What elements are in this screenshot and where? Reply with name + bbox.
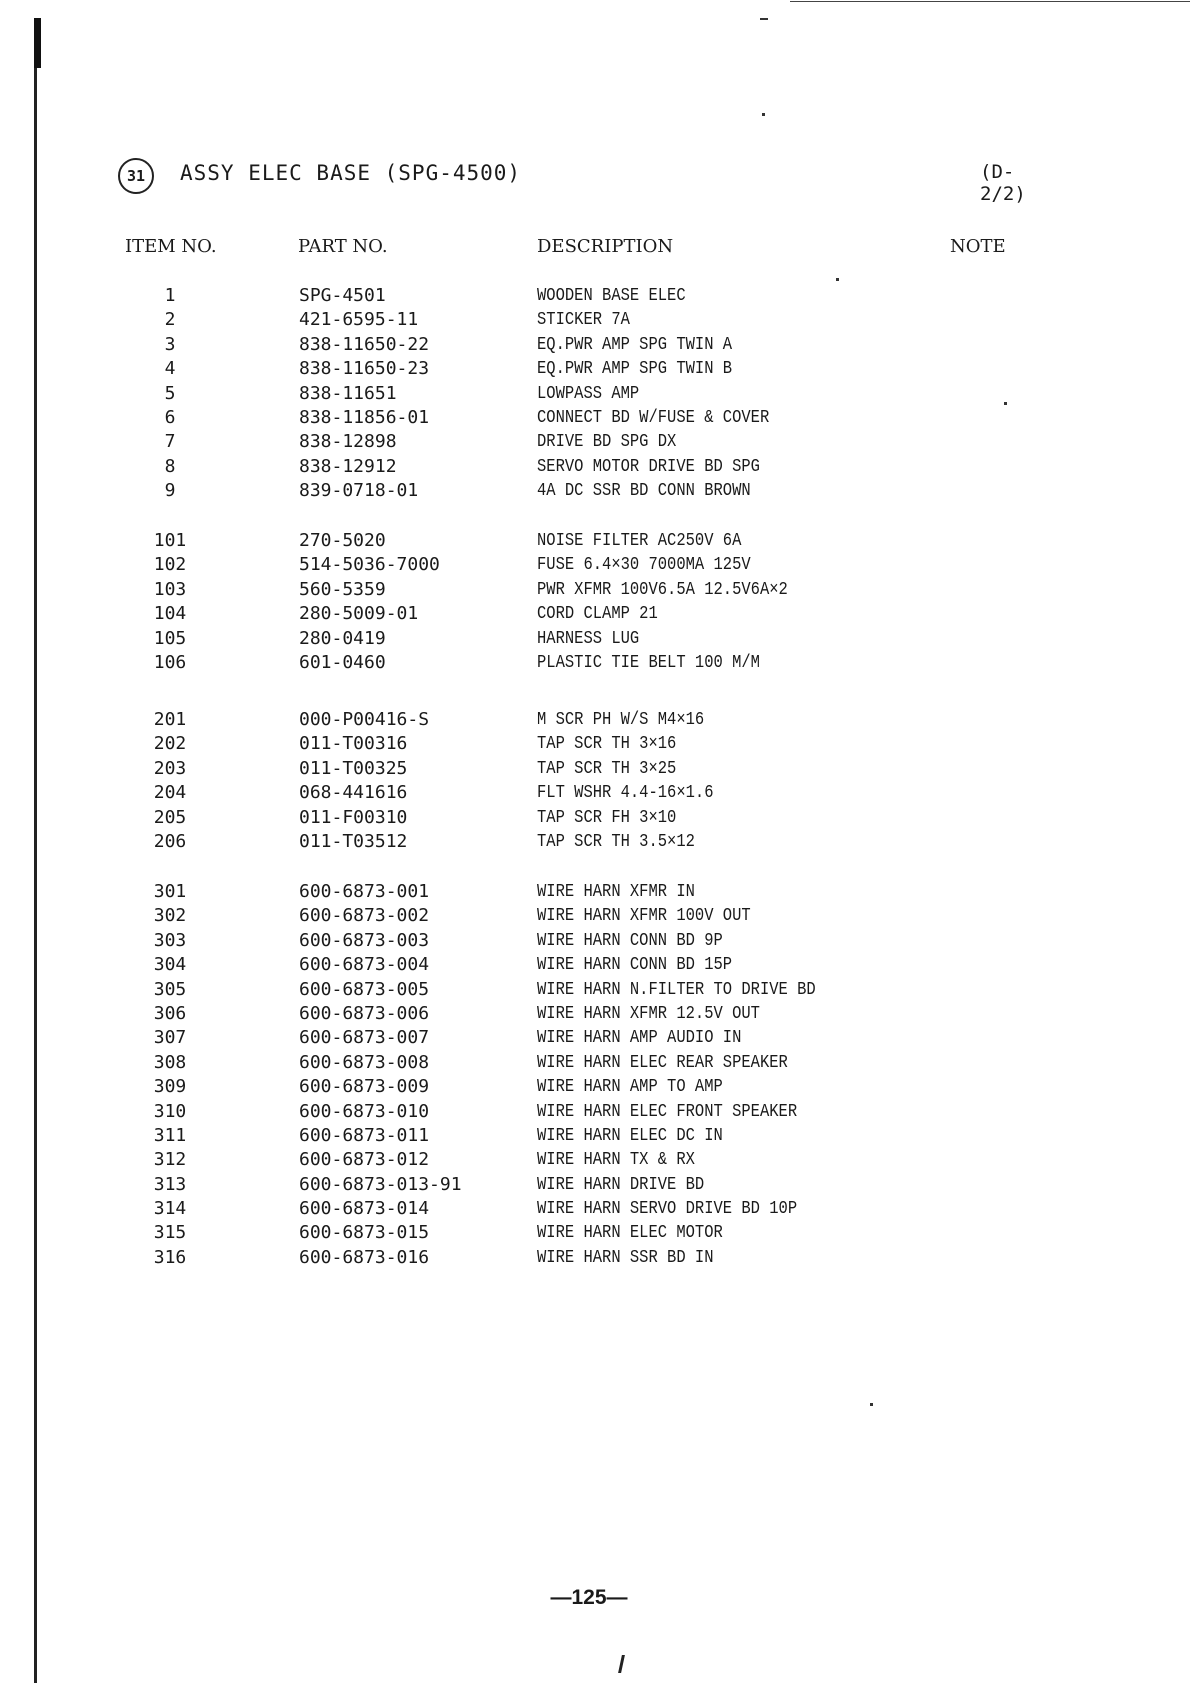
table-row <box>0 1075 1190 1099</box>
description-cell: M SCR PH W/S M4×16 <box>537 710 705 730</box>
table-row <box>0 806 1190 830</box>
description-cell: WIRE HARN AMP TO AMP <box>537 1077 723 1098</box>
scan-speck <box>760 18 768 20</box>
item-no-cell: 316 <box>153 1246 187 1268</box>
table-row <box>0 382 1190 406</box>
description-cell: WIRE HARN TX & RX <box>537 1150 695 1171</box>
description-cell: WIRE HARN ELEC FRONT SPEAKER <box>537 1101 798 1122</box>
description-cell: CORD CLAMP 21 <box>537 604 658 625</box>
part-no-cell: 600-6873-002 <box>299 905 430 927</box>
part-no-cell: 600-6873-016 <box>299 1246 430 1268</box>
table-row <box>0 479 1190 503</box>
item-no-cell: 201 <box>153 709 187 730</box>
part-no-cell: 600-6873-004 <box>299 954 430 976</box>
table-row <box>0 1026 1190 1050</box>
description-cell: FUSE 6.4×30 7000MA 125V <box>537 555 751 576</box>
description-cell: DRIVE BD SPG DX <box>537 432 677 453</box>
part-no-cell: SPG-4501 <box>299 285 386 306</box>
scan-speck <box>870 1403 873 1406</box>
description-cell: TAP SCR TH 3×25 <box>537 758 677 779</box>
description-cell: WIRE HARN ELEC MOTOR <box>537 1223 723 1244</box>
part-no-cell: 600-6873-014 <box>299 1198 430 1220</box>
part-no-cell: 280-5009-01 <box>299 603 419 625</box>
item-no-cell: 7 <box>164 431 176 453</box>
table-row <box>0 732 1190 756</box>
description-cell: WIRE HARN N.FILTER TO DRIVE BD <box>537 979 816 1000</box>
item-no-cell: 311 <box>153 1124 187 1146</box>
column-header-note: NOTE <box>950 236 1006 257</box>
item-no-cell: 203 <box>153 757 187 779</box>
table-row <box>0 602 1190 626</box>
description-cell: WIRE HARN ELEC DC IN <box>537 1125 723 1146</box>
part-no-cell: 838-11650-23 <box>299 358 430 380</box>
part-no-cell: 000-P00416-S <box>299 709 430 730</box>
table-row <box>0 1246 1190 1270</box>
table-row <box>0 406 1190 430</box>
description-cell: TAP SCR TH 3×16 <box>537 734 677 755</box>
table-row <box>0 357 1190 381</box>
part-no-cell: 838-12898 <box>299 431 397 453</box>
part-no-cell: 514-5036-7000 <box>299 554 440 576</box>
part-no-cell: 600-6873-003 <box>299 929 430 951</box>
item-no-cell: 309 <box>153 1076 187 1098</box>
scan-pen-mark <box>618 1655 625 1673</box>
item-no-cell: 2 <box>164 309 176 331</box>
table-row <box>0 1124 1190 1148</box>
part-no-cell: 068-441616 <box>299 782 408 804</box>
part-no-cell: 600-6873-011 <box>299 1124 430 1146</box>
table-row <box>0 781 1190 805</box>
table-row <box>0 553 1190 577</box>
table-row <box>0 578 1190 602</box>
description-cell: WIRE HARN XFMR 12.5V OUT <box>537 1003 760 1024</box>
description-cell: HARNESS LUG <box>537 628 640 649</box>
description-cell: WIRE HARN CONN BD 15P <box>537 955 733 976</box>
table-row <box>0 978 1190 1002</box>
description-cell: TAP SCR FH 3×10 <box>537 807 677 828</box>
table-row <box>0 904 1190 928</box>
description-cell: PWR XFMR 100V6.5A 12.5V6A×2 <box>537 579 788 600</box>
part-no-cell: 011-T00316 <box>299 733 408 755</box>
parts-group <box>0 880 1190 1270</box>
table-row <box>0 830 1190 854</box>
item-no-cell: 303 <box>153 929 187 951</box>
table-row <box>0 627 1190 651</box>
part-no-cell: 600-6873-013-91 <box>299 1173 462 1195</box>
description-cell: WIRE HARN XFMR IN <box>537 882 695 902</box>
page-number <box>0 1586 1190 1610</box>
part-no-cell: 838-12912 <box>299 455 397 477</box>
table-row <box>0 1051 1190 1075</box>
description-cell: 4A DC SSR BD CONN BROWN <box>537 481 751 502</box>
table-row <box>0 308 1190 332</box>
item-no-cell: 306 <box>153 1002 187 1024</box>
item-no-cell: 102 <box>153 554 187 576</box>
page-number-text: —125— <box>550 1586 628 1609</box>
table-row <box>0 880 1190 904</box>
table-row <box>0 333 1190 357</box>
column-header-item-no: ITEM NO. <box>125 236 217 257</box>
description-cell: LOWPASS AMP <box>537 383 640 404</box>
part-no-cell: 011-T00325 <box>299 757 408 779</box>
description-cell: WIRE HARN CONN BD 9P <box>537 930 723 951</box>
description-cell: WIRE HARN AMP AUDIO IN <box>537 1028 742 1049</box>
description-cell: EQ.PWR AMP SPG TWIN B <box>537 359 733 380</box>
table-row <box>0 1197 1190 1221</box>
description-cell: WIRE HARN DRIVE BD <box>537 1174 705 1195</box>
item-no-cell: 302 <box>153 905 187 927</box>
table-row <box>0 1002 1190 1026</box>
part-no-cell: 600-6873-007 <box>299 1027 430 1049</box>
parts-group <box>0 529 1190 675</box>
description-cell: WIRE HARN ELEC REAR SPEAKER <box>537 1052 788 1073</box>
description-cell: TAP SCR TH 3.5×12 <box>537 831 695 852</box>
table-row <box>0 651 1190 675</box>
item-no-cell: 105 <box>153 627 187 649</box>
item-no-cell: 310 <box>153 1100 187 1122</box>
part-no-cell: 600-6873-015 <box>299 1222 430 1244</box>
description-cell: NOISE FILTER AC250V 6A <box>537 531 742 551</box>
part-no-cell: 600-6873-001 <box>299 881 430 902</box>
item-no-cell: 312 <box>153 1149 187 1171</box>
item-no-cell: 8 <box>164 455 176 477</box>
part-no-cell: 280-0419 <box>299 627 386 649</box>
item-no-cell: 202 <box>153 733 187 755</box>
table-row <box>0 708 1190 732</box>
sheet-reference: (D-2/2) <box>980 161 1026 205</box>
description-cell: WIRE HARN SERVO DRIVE BD 10P <box>537 1199 798 1220</box>
item-no-cell: 307 <box>153 1027 187 1049</box>
part-no-cell: 601-0460 <box>299 651 386 673</box>
column-header-part-no: PART NO. <box>298 236 388 257</box>
item-no-cell: 205 <box>153 806 187 828</box>
item-no-cell: 5 <box>164 382 176 404</box>
item-no-cell: 315 <box>153 1222 187 1244</box>
item-no-cell: 314 <box>153 1198 187 1220</box>
part-no-cell: 421-6595-11 <box>299 309 419 331</box>
scan-speck <box>762 113 765 116</box>
description-cell: WIRE HARN XFMR 100V OUT <box>537 906 751 927</box>
part-no-cell: 839-0718-01 <box>299 480 419 502</box>
item-no-cell: 3 <box>164 333 176 355</box>
part-no-cell: 838-11856-01 <box>299 406 430 428</box>
part-no-cell: 600-6873-012 <box>299 1149 430 1171</box>
part-no-cell: 600-6873-010 <box>299 1100 430 1122</box>
part-no-cell: 600-6873-005 <box>299 978 430 1000</box>
table-row <box>0 1221 1190 1245</box>
parts-group <box>0 284 1190 504</box>
part-no-cell: 270-5020 <box>299 530 386 551</box>
part-no-cell: 600-6873-006 <box>299 1002 430 1024</box>
item-no-cell: 305 <box>153 978 187 1000</box>
description-cell: FLT WSHR 4.4-16×1.6 <box>537 783 714 804</box>
item-no-cell: 313 <box>153 1173 187 1195</box>
item-no-cell: 103 <box>153 578 187 600</box>
table-row <box>0 430 1190 454</box>
part-no-cell: 600-6873-009 <box>299 1076 430 1098</box>
description-cell: EQ.PWR AMP SPG TWIN A <box>537 334 733 355</box>
scan-edge-mark <box>34 18 41 68</box>
section-number-badge: 31 <box>118 158 154 194</box>
part-no-cell: 011-F00310 <box>299 806 408 828</box>
table-row <box>0 1100 1190 1124</box>
item-no-cell: 101 <box>153 530 187 551</box>
table-row <box>0 455 1190 479</box>
description-cell: WIRE HARN SSR BD IN <box>537 1247 714 1268</box>
table-row <box>0 529 1190 553</box>
table-row <box>0 953 1190 977</box>
item-no-cell: 4 <box>164 358 176 380</box>
table-row <box>0 284 1190 308</box>
part-no-cell: 838-11650-22 <box>299 333 430 355</box>
part-no-cell: 011-T03512 <box>299 830 408 852</box>
item-no-cell: 204 <box>153 782 187 804</box>
item-no-cell: 6 <box>164 406 176 428</box>
part-no-cell: 838-11651 <box>299 382 397 404</box>
parts-group <box>0 708 1190 854</box>
section-heading <box>118 158 1058 205</box>
table-row <box>0 1148 1190 1172</box>
item-no-cell: 1 <box>164 285 176 306</box>
part-no-cell: 560-5359 <box>299 578 386 600</box>
table-row <box>0 757 1190 781</box>
item-no-cell: 301 <box>153 881 187 902</box>
top-rule-line <box>790 1 1190 2</box>
description-cell: WOODEN BASE ELEC <box>537 286 686 306</box>
item-no-cell: 308 <box>153 1051 187 1073</box>
item-no-cell: 104 <box>153 603 187 625</box>
table-row <box>0 1173 1190 1197</box>
item-no-cell: 206 <box>153 830 187 852</box>
description-cell: CONNECT BD W/FUSE & COVER <box>537 407 770 428</box>
table-row <box>0 929 1190 953</box>
scan-speck <box>836 278 839 281</box>
section-title: ASSY ELEC BASE (SPG-4500) <box>180 161 522 185</box>
description-cell: SERVO MOTOR DRIVE BD SPG <box>537 456 760 477</box>
column-header-description: DESCRIPTION <box>537 236 674 257</box>
description-cell: PLASTIC TIE BELT 100 M/M <box>537 652 760 673</box>
item-no-cell: 304 <box>153 954 187 976</box>
part-no-cell: 600-6873-008 <box>299 1051 430 1073</box>
item-no-cell: 9 <box>164 480 176 502</box>
description-cell: STICKER 7A <box>537 310 630 331</box>
item-no-cell: 106 <box>153 651 187 673</box>
